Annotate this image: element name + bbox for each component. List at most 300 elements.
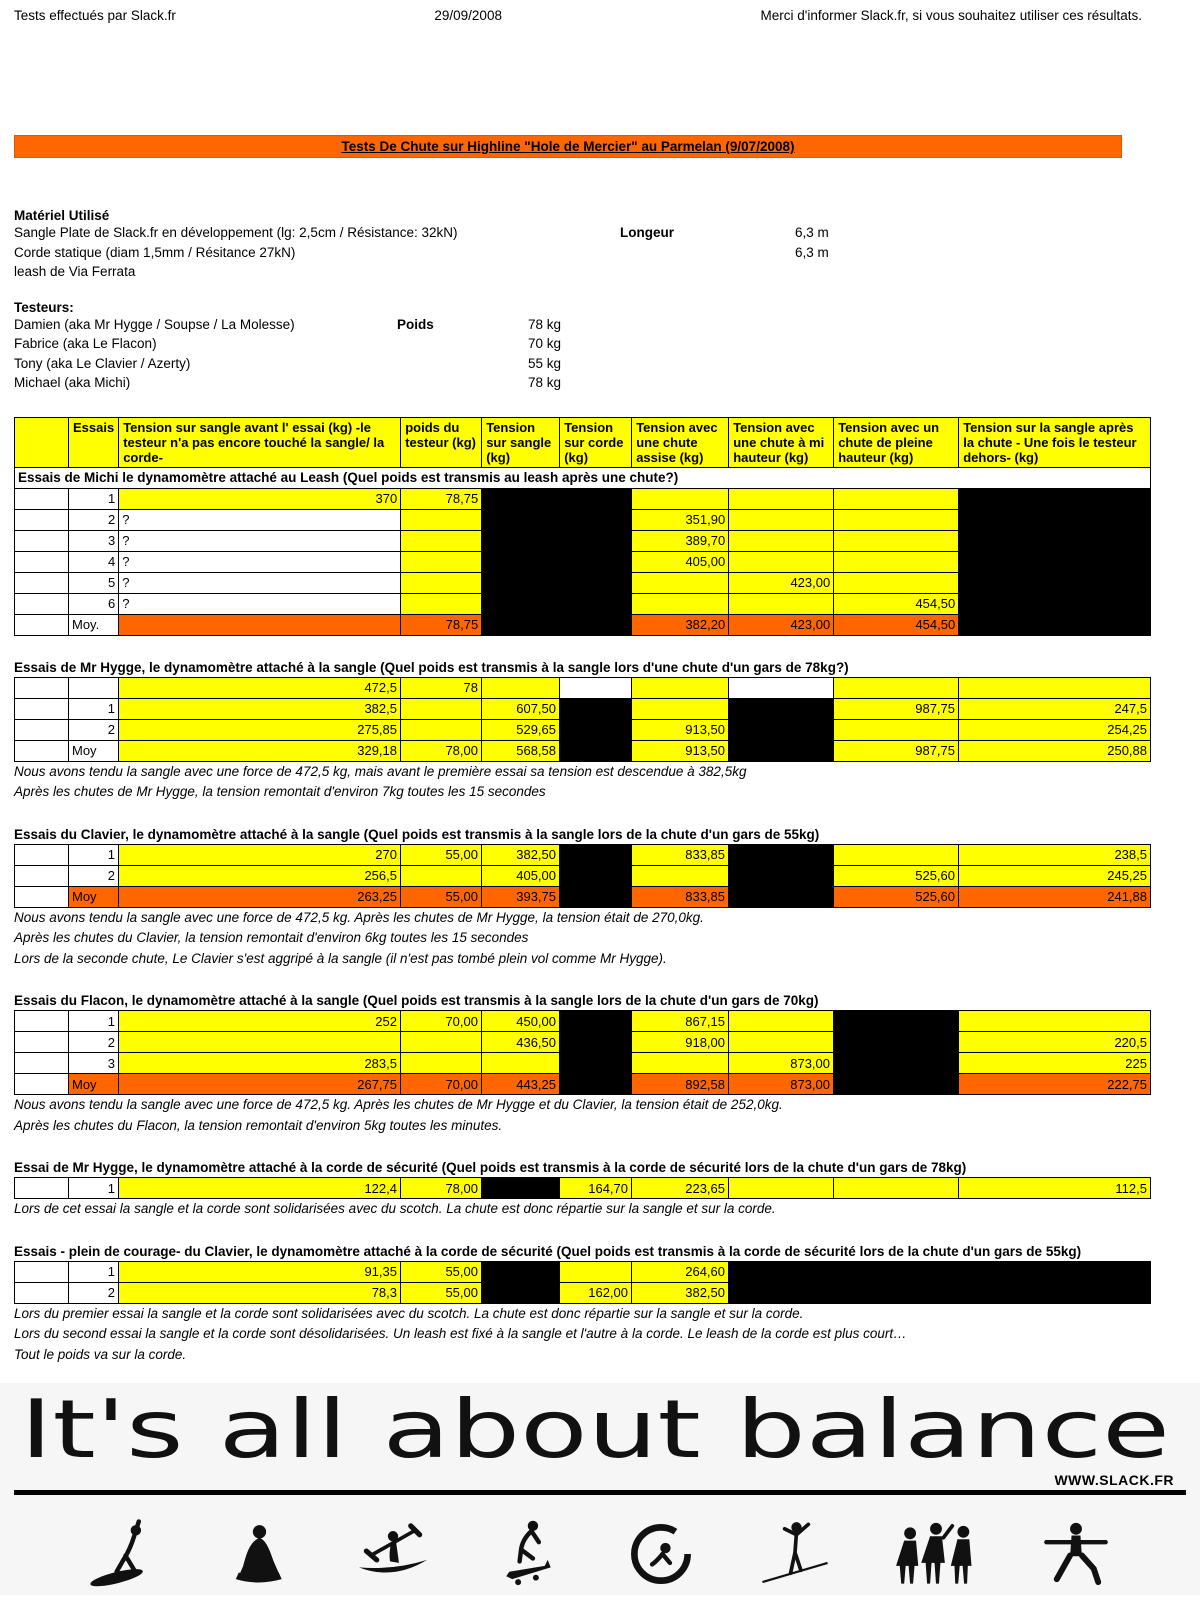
table-cell: 833,85 (632, 886, 729, 907)
logo-slogan-text: It's all about balance (20, 1389, 1170, 1473)
table-cell: 162,00 (560, 1282, 632, 1303)
sports-silhouettes (0, 1495, 1200, 1595)
table-cell (959, 551, 1151, 572)
table-cell: 256,5 (119, 865, 401, 886)
table-cell: 405,00 (482, 865, 560, 886)
table-cell (15, 530, 69, 551)
table-cell: Moy (69, 1074, 119, 1095)
table-cell: 987,75 (834, 698, 959, 719)
table-cell: 1 (69, 1178, 119, 1199)
table-cell (729, 886, 834, 907)
table-cell (401, 1032, 482, 1053)
table-cell (834, 551, 959, 572)
table-row (15, 698, 1151, 719)
table-row (15, 509, 1151, 530)
table-cell: 1 (69, 1011, 119, 1032)
column-header: Tension avec une chute assise (kg) (632, 417, 729, 467)
testeur-row (14, 334, 1200, 354)
table-cell (15, 1011, 69, 1032)
materiel-heading: Matériel Utilisé (14, 208, 110, 223)
table-cell (401, 1053, 482, 1074)
table-cell (632, 865, 729, 886)
table-cell (15, 677, 69, 698)
testeur-poids: 78 kg (528, 316, 562, 332)
materiel-text: Corde statique (diam 1,5mm / Résitance 27kN) (14, 244, 296, 260)
table-cell: 867,15 (632, 1011, 729, 1032)
table-cell (834, 1178, 959, 1199)
table-cell (482, 1261, 560, 1282)
table-cell: 329,18 (119, 740, 401, 761)
poids-label: Poids (397, 316, 434, 332)
table-cell (560, 719, 632, 740)
table-cell: 382,50 (632, 1282, 729, 1303)
table-cell: ? (119, 572, 401, 593)
table-cell (959, 530, 1151, 551)
table-cell: 222,75 (959, 1074, 1151, 1095)
table-cell (560, 677, 632, 698)
table-cell (401, 530, 482, 551)
table-cell (834, 844, 959, 865)
materiel-section (14, 208, 1200, 282)
longeur-value: 6,3 m (795, 225, 829, 240)
table-cell: 3 (69, 530, 119, 551)
table-cell (15, 865, 69, 886)
testeur-row (14, 315, 1200, 335)
table-cell: 892,58 (632, 1074, 729, 1095)
table-cell (560, 844, 632, 865)
table-cell: 393,75 (482, 886, 560, 907)
table-cell: 3 (69, 1053, 119, 1074)
table-cell: ? (119, 551, 401, 572)
table-cell: 1 (69, 844, 119, 865)
table-cell: 351,90 (632, 509, 729, 530)
table-cell (729, 509, 834, 530)
table-cell: 283,5 (119, 1053, 401, 1074)
table-cell: 873,00 (729, 1053, 834, 1074)
table-cell (729, 530, 834, 551)
table-cell (959, 614, 1151, 635)
table-cell: 436,50 (482, 1032, 560, 1053)
table-cell (15, 740, 69, 761)
table-cell (632, 1053, 729, 1074)
table-cell: 607,50 (482, 698, 560, 719)
table-cell (834, 509, 959, 530)
table-cell: 78,75 (401, 488, 482, 509)
table-cell (834, 1011, 959, 1032)
table-cell: 918,00 (632, 1032, 729, 1053)
table-cell: Moy (69, 886, 119, 907)
table-cell (560, 698, 632, 719)
table-cell: 91,35 (119, 1261, 401, 1282)
data-table (14, 677, 1151, 762)
materiel-text: Sangle Plate de Slack.fr en développement (lg: 2,5cm / Résistance: 32kN) (14, 225, 458, 240)
section-title-row (15, 467, 1151, 488)
table-cell (834, 1282, 959, 1303)
table-cell: 833,85 (632, 844, 729, 865)
table-cell (729, 677, 834, 698)
materiel-text: leash de Via Ferrata (14, 264, 136, 279)
table-cell (959, 488, 1151, 509)
section-title: Essais de Mr Hygge, le dynamomètre attaché à la sangle (Quel poids est transmis à la sangle lors d'une chute d'un gars de 78kg?) (14, 659, 849, 675)
table-cell: 78,75 (401, 614, 482, 635)
note: Nous avons tendu la sangle avec une force de 472,5 kg, mais avant le première essai sa tension est descendue à 382,5kg (14, 763, 747, 779)
testeur-row (14, 373, 1200, 393)
table-cell: 263,25 (119, 886, 401, 907)
kayak-icon (353, 1517, 433, 1591)
table-cell (560, 865, 632, 886)
table-cell (729, 1178, 834, 1199)
table-cell (729, 1032, 834, 1053)
table-cell (560, 509, 632, 530)
table-cell: 55,00 (401, 1282, 482, 1303)
table-cell: Moy (69, 740, 119, 761)
table-cell (834, 719, 959, 740)
table-cell (729, 698, 834, 719)
table-cell (729, 719, 834, 740)
table-cell (834, 1032, 959, 1053)
table-cell: 220,5 (959, 1032, 1151, 1053)
table-cell: 267,75 (119, 1074, 401, 1095)
column-header: poids du testeur (kg) (401, 417, 482, 467)
table-cell (959, 677, 1151, 698)
note: Lors de cet essai la sangle et la corde sont solidarisées avec du scotch. La chute est donc répartie sur la sangle et sur la corde. (14, 1201, 776, 1216)
table-cell: 245,25 (959, 865, 1151, 886)
table-cell (15, 551, 69, 572)
table-row (15, 572, 1151, 593)
table-cell: 223,65 (632, 1178, 729, 1199)
table-cell: 2 (69, 1032, 119, 1053)
table-cell (729, 865, 834, 886)
group-icon (890, 1517, 982, 1591)
table-cell (632, 677, 729, 698)
table-cell: 1 (69, 488, 119, 509)
table-cell: 275,85 (119, 719, 401, 740)
data-table (14, 844, 1151, 908)
table-cell: 78,3 (119, 1282, 401, 1303)
table-cell (729, 488, 834, 509)
table-cell (560, 551, 632, 572)
table-row (15, 1074, 1151, 1095)
column-header: Tension sur sangle avant l' essai (kg) -le testeur n'a pas encore touché la sangle/ la corde- (119, 417, 401, 467)
column-header: Essais (69, 417, 119, 467)
table-cell (959, 1261, 1151, 1282)
test-results-sections (0, 417, 1200, 1366)
table-cell: 225 (959, 1053, 1151, 1074)
table-cell: 250,88 (959, 740, 1151, 761)
testeur-name: Michael (aka Michi) (14, 375, 131, 390)
testeurs-section (14, 300, 1200, 393)
table-cell (959, 509, 1151, 530)
table-cell: 112,5 (959, 1178, 1151, 1199)
table-cell (15, 1261, 69, 1282)
table-cell: 382,5 (119, 698, 401, 719)
table-cell: 1 (69, 1261, 119, 1282)
header-right-text: Merci d'informer Slack.fr, si vous souhaitez utiliser ces résultats. (760, 8, 1142, 23)
meditation-icon (218, 1517, 298, 1591)
table-cell (482, 614, 560, 635)
table-cell (15, 593, 69, 614)
table-cell (560, 886, 632, 907)
testeur-row (14, 354, 1200, 374)
header-left-text: Tests effectués par Slack.fr (14, 8, 176, 23)
testeur-name: Tony (aka Le Clavier / Azerty) (14, 355, 191, 371)
table-cell: 55,00 (401, 1261, 482, 1282)
table-cell (834, 530, 959, 551)
table-cell (834, 677, 959, 698)
table-row (15, 740, 1151, 761)
table-cell: 78 (401, 677, 482, 698)
table-cell (560, 614, 632, 635)
note: Nous avons tendu la sangle avec une force de 472,5 kg. Après les chutes de Mr Hygge, la tension était de 270,0kg. (14, 909, 704, 925)
table-cell (482, 1178, 560, 1199)
table-cell: 454,50 (834, 614, 959, 635)
table-cell (401, 509, 482, 530)
table-cell: 2 (69, 719, 119, 740)
slack-logo (0, 1389, 1200, 1478)
table-cell (15, 1032, 69, 1053)
testeur-poids: 70 kg (528, 336, 562, 351)
table-cell (401, 593, 482, 614)
table-cell: 568,58 (482, 740, 560, 761)
table-cell: 370 (119, 488, 401, 509)
table-cell: 405,00 (632, 551, 729, 572)
table-row (15, 886, 1151, 907)
note: Lors du second essai la sangle et la corde sont désolidarisées. Un leash est fixé à la sangle et l'autre à la corde. Le leash de la corde est plus court… (14, 1326, 907, 1341)
section-title: Essais du Clavier, le dynamomètre attaché à la sangle (Quel poids est transmis à la sangle lors de la chute d'un gars de 55kg) (14, 826, 820, 842)
section-title: Essais du Flacon, le dynamomètre attaché à la sangle (Quel poids est transmis à la sangle lors de la chute d'un gars de 70kg) (14, 993, 819, 1008)
table-cell (560, 1053, 632, 1074)
table-cell (401, 719, 482, 740)
table-row (15, 488, 1151, 509)
table-cell (729, 1011, 834, 1032)
table-row (15, 1261, 1151, 1282)
note: Nous avons tendu la sangle avec une force de 472,5 kg. Après les chutes de Mr Hygge et du Clavier, la tension était de 252,0kg. (14, 1097, 783, 1112)
yoga-icon (1036, 1517, 1116, 1591)
table-cell: 2 (69, 509, 119, 530)
table-cell (632, 593, 729, 614)
note: Après les chutes de Mr Hygge, la tension remontait d'environ 7kg toutes les 15 secondes (14, 784, 546, 799)
table-cell: Moy. (69, 614, 119, 635)
table-cell: 2 (69, 1282, 119, 1303)
section-title: Essais de Michi le dynamomètre attaché au Leash (Quel poids est transmis au leash après une chute?) (15, 467, 1151, 488)
table-cell (15, 844, 69, 865)
table-cell: 247,5 (959, 698, 1151, 719)
column-header: Tension sur la sangle après la chute - Une fois le testeur dehors- (kg) (959, 417, 1151, 467)
table-cell (834, 1261, 959, 1282)
table-cell: 2 (69, 865, 119, 886)
table-row (15, 1011, 1151, 1032)
skateboard-icon (487, 1517, 567, 1591)
table-cell: 122,4 (119, 1178, 401, 1199)
table-cell (15, 886, 69, 907)
data-table (14, 1010, 1151, 1095)
table-cell (560, 1011, 632, 1032)
table-header-row (15, 417, 1151, 467)
materiel-line (14, 243, 1200, 263)
table-cell (482, 1282, 560, 1303)
note: Lors de la seconde chute, Le Clavier s'est aggripé à la sangle (il n'est pas tombé plein vol comme Mr Hygge). (14, 950, 667, 966)
table-cell (834, 488, 959, 509)
table-cell (15, 698, 69, 719)
column-header: Tension avec un chute de pleine hauteur (kg) (834, 417, 959, 467)
testeur-name: Damien (aka Mr Hygge / Soupse / La Molesse) (14, 316, 295, 332)
table-row (15, 1178, 1151, 1199)
note: Après les chutes du Clavier, la tension remontait d'environ 6kg toutes les 15 secondes (14, 930, 529, 945)
table-row (15, 677, 1151, 698)
table-cell: 164,70 (560, 1178, 632, 1199)
table-cell: 389,70 (632, 530, 729, 551)
section-title: Essai de Mr Hygge, le dynamomètre attaché à la corde de sécurité (Quel poids est transmis à la corde de sécurité lors de la chute d'un gars de 78kg) (14, 1160, 967, 1175)
page-header (0, 0, 1200, 23)
table-cell (729, 1261, 834, 1282)
table-row (15, 1053, 1151, 1074)
table-cell: 472,5 (119, 677, 401, 698)
table-cell (560, 1074, 632, 1095)
column-header: Tension avec une chute à mi hauteur (kg) (729, 417, 834, 467)
materiel-line (14, 262, 1200, 282)
table-cell (729, 844, 834, 865)
table-cell: 1 (69, 698, 119, 719)
data-table (14, 417, 1151, 636)
table-cell (834, 1053, 959, 1074)
table-row (15, 719, 1151, 740)
table-cell: 78,00 (401, 740, 482, 761)
table-cell (959, 572, 1151, 593)
table-cell: 913,50 (632, 740, 729, 761)
balance-board-icon (84, 1517, 164, 1591)
table-cell (15, 614, 69, 635)
table-cell (729, 740, 834, 761)
table-cell (119, 614, 401, 635)
table-cell: 6 (69, 593, 119, 614)
table-cell: 264,60 (632, 1261, 729, 1282)
table-cell: 382,50 (482, 844, 560, 865)
table-cell (834, 572, 959, 593)
table-cell: 525,60 (834, 865, 959, 886)
table-cell (482, 593, 560, 614)
table-cell: 55,00 (401, 844, 482, 865)
data-table (14, 1261, 1151, 1304)
table-cell: 4 (69, 551, 119, 572)
footer-logo-area (0, 1383, 1200, 1595)
table-cell: 423,00 (729, 614, 834, 635)
table-cell (401, 865, 482, 886)
table-cell: 873,00 (729, 1074, 834, 1095)
table-cell: 454,50 (834, 593, 959, 614)
section-title: Essais - plein de courage- du Clavier, le dynamomètre attaché à la corde de sécurité (Quel poids est transmis à la corde de sécurité lors de la chute d'un gars de 55kg) (14, 1243, 1082, 1259)
table-cell (560, 1032, 632, 1053)
table-cell (632, 572, 729, 593)
table-cell (834, 1074, 959, 1095)
table-cell (632, 488, 729, 509)
table-cell: 70,00 (401, 1011, 482, 1032)
longeur-value: 6,3 m (795, 244, 829, 260)
column-header: Tension sur corde (kg) (560, 417, 632, 467)
table-row (15, 530, 1151, 551)
table-cell: 70,00 (401, 1074, 482, 1095)
table-cell (482, 530, 560, 551)
table-cell (401, 572, 482, 593)
table-cell (15, 1282, 69, 1303)
document-title-banner (14, 135, 1122, 158)
table-cell: 987,75 (834, 740, 959, 761)
table-cell (560, 572, 632, 593)
table-cell (482, 551, 560, 572)
table-cell: ? (119, 509, 401, 530)
slackline-icon (755, 1517, 835, 1591)
header-date: 29/09/2008 (434, 8, 502, 23)
table-cell (729, 593, 834, 614)
table-cell (15, 509, 69, 530)
data-table (14, 1177, 1151, 1199)
table-cell (482, 572, 560, 593)
longeur-label: Longeur (620, 225, 674, 240)
table-cell: 423,00 (729, 572, 834, 593)
table-cell (15, 1178, 69, 1199)
table-cell (15, 719, 69, 740)
table-cell (632, 698, 729, 719)
table-cell (560, 1261, 632, 1282)
table-row (15, 844, 1151, 865)
table-cell: 238,5 (959, 844, 1151, 865)
table-cell: ? (119, 593, 401, 614)
table-cell (482, 509, 560, 530)
table-row (15, 1032, 1151, 1053)
materiel-line (14, 223, 1200, 243)
capoeira-wheel-icon (621, 1517, 701, 1591)
table-cell (959, 1011, 1151, 1032)
testeurs-heading: Testeurs: (14, 299, 74, 315)
table-row (15, 593, 1151, 614)
table-cell: 55,00 (401, 886, 482, 907)
table-cell: 382,20 (632, 614, 729, 635)
testeur-poids: 78 kg (528, 375, 562, 390)
column-header: Tension sur sangle (kg) (482, 417, 560, 467)
table-cell (729, 1282, 834, 1303)
testeur-poids: 55 kg (528, 355, 562, 371)
table-cell (729, 551, 834, 572)
note: Après les chutes du Flacon, la tension remontait d'environ 5kg toutes les minutes. (14, 1117, 503, 1133)
note: Lors du premier essai la sangle et la corde sont solidarisées avec du scotch. La chute est donc répartie sur la sangle et sur la corde. (14, 1305, 804, 1321)
table-cell (560, 530, 632, 551)
table-cell: 241,88 (959, 886, 1151, 907)
table-cell: 443,25 (482, 1074, 560, 1095)
table-cell (959, 593, 1151, 614)
table-cell (119, 1032, 401, 1053)
table-cell (69, 677, 119, 698)
table-cell (15, 488, 69, 509)
table-row (15, 614, 1151, 635)
table-cell (401, 698, 482, 719)
table-cell (560, 593, 632, 614)
table-cell: 254,25 (959, 719, 1151, 740)
document-title: Tests De Chute sur Highline "Hole de Mercier" au Parmelan (9/07/2008) (341, 139, 795, 154)
table-cell (15, 1074, 69, 1095)
table-cell: 252 (119, 1011, 401, 1032)
table-cell: 913,50 (632, 719, 729, 740)
column-header (15, 417, 69, 467)
table-cell (482, 677, 560, 698)
table-cell (15, 1053, 69, 1074)
table-row (15, 551, 1151, 572)
table-cell (15, 572, 69, 593)
slack-website-text: WWW.SLACK.FR (1054, 1472, 1174, 1488)
table-row (15, 865, 1151, 886)
table-cell (959, 1282, 1151, 1303)
table-cell (482, 488, 560, 509)
testeur-name: Fabrice (aka Le Flacon) (14, 336, 157, 351)
table-cell (560, 740, 632, 761)
